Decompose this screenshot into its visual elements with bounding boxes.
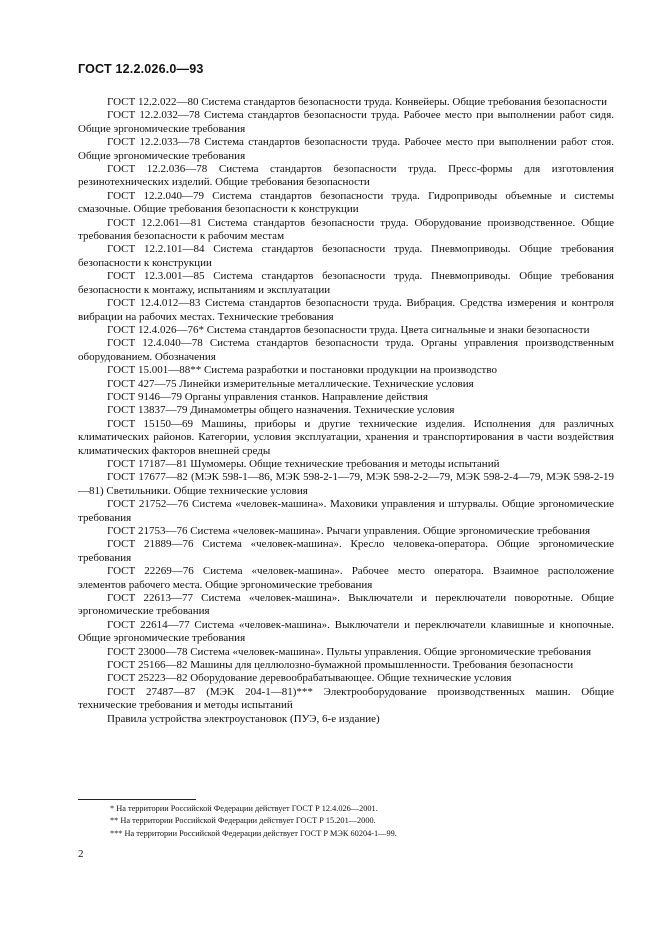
footnote: * На территории Российской Федерации действует ГОСТ Р 12.4.026—2001. (110, 804, 378, 813)
footnote: ** На территории Российской Федерации действует ГОСТ Р 15.201—2000. (110, 816, 376, 826)
reference-entry: ГОСТ 21889—76 Система «человек-машина». Кресло человека-оператора. Общие эргономические требования (78, 538, 614, 564)
reference-entry: ГОСТ 23000—78 Система «человек-машина». Пульты управления. Общие эргономические требования (107, 645, 591, 658)
reference-entry: ГОСТ 12.2.061—81 Система стандартов безопасности труда. Оборудование производственное. Общие требования безопасности к рабочим местам (78, 216, 614, 243)
reference-entry: ГОСТ 22614—77 Система «человек-машина». Выключатели и переключатели клавишные и кнопочные. Общие эргономические требования (78, 618, 614, 645)
page-number: 2 (78, 848, 84, 860)
reference-entry: ГОСТ 12.2.101—84 Система стандартов безопасности труда. Пневмоприводы. Общие требования безопасности к конструкции (78, 243, 614, 269)
reference-entry: ГОСТ 12.2.032—78 Система стандартов безопасности труда. Рабочее место при выполнении работ сидя. Общие эргономические требования (78, 109, 614, 135)
footnotes (78, 803, 614, 840)
reference-entry: ГОСТ 12.4.040—78 Система стандартов безопасности труда. Органы управления производственным оборудованием. Обозначения (78, 337, 614, 363)
reference-entry: ГОСТ 12.2.036—78 Система стандартов безопасности труда. Пресс-формы для изготовления резинотехнических изделий. Общие требования безопасности (78, 163, 614, 189)
reference-entry: ГОСТ 15.001—88** Система разработки и постановки продукции на производство (107, 364, 497, 377)
reference-entry: ГОСТ 9146—79 Органы управления станков. Направление действия (107, 390, 428, 403)
page-header: ГОСТ 12.2.026.0—93 (78, 62, 204, 76)
footnote: *** На территории Российской Федерации действует ГОСТ Р МЭК 60204-1—99. (110, 828, 397, 838)
reference-entry: ГОСТ 27487—87 (МЭК 204-1—81)*** Электрооборудование производственных машин. Общие технические требования и методы испытаний (78, 685, 614, 712)
footnote-separator (78, 799, 196, 800)
reference-entry: ГОСТ 22613—77 Система «человек-машина». Выключатели и переключатели поворотные. Общие эргономические требования (78, 592, 614, 618)
reference-entry: ГОСТ 21753—76 Система «человек-машина». Рычаги управления. Общие эргономические требования (107, 525, 591, 537)
reference-entry: ГОСТ 25223—82 Оборудование деревообрабатывающее. Общие технические условия (107, 672, 512, 685)
reference-entry: ГОСТ 12.4.026—76* Система стандартов безопасности труда. Цвета сигнальные и знаки безопасности (107, 323, 590, 336)
reference-entry: Правила устройства электроустановок (ПУЭ, 6-е издание) (107, 712, 380, 725)
reference-entry: ГОСТ 17677—82 (МЭК 598-1—86, МЭК 598-2-1—79, МЭК 598-2-2—79, МЭК 598-2-4—79, МЭК 598-2-19—81) Светильники. Общие технические условия (78, 471, 614, 497)
references-list (78, 96, 614, 726)
reference-entry: ГОСТ 21752—76 Система «человек-машина». Маховики управления и штурвалы. Общие эргономические требования (78, 498, 614, 524)
reference-entry: ГОСТ 12.4.012—83 Система стандартов безопасности труда. Вибрация. Средства измерения и контроля вибрации на рабочих местах. Технические требования (78, 297, 614, 323)
reference-entry: ГОСТ 12.2.033—78 Система стандартов безопасности труда. Рабочее место при выполнении работ стоя. Общие эргономические требования (78, 136, 614, 162)
reference-entry: ГОСТ 12.2.022—80 Система стандартов безопасности труда. Конвейеры. Общие требования безопасности (107, 96, 607, 108)
reference-entry: ГОСТ 427—75 Линейки измерительные металлические. Технические условия (107, 377, 474, 390)
reference-entry: ГОСТ 17187—81 Шумомеры. Общие технические требования и методы испытаний (107, 457, 500, 470)
reference-entry: ГОСТ 12.3.001—85 Система стандартов безопасности труда. Пневмоприводы. Общие требования безопасности к монтажу, испытаниям и эксплуатации (78, 270, 614, 296)
reference-entry: ГОСТ 13837—79 Динамометры общего назначения. Технические условия (107, 404, 455, 417)
reference-entry: ГОСТ 22269—76 Система «человек-машина». Рабочее место оператора. Взаимное расположение элементов рабочего места. Общие эргономические требования (78, 565, 614, 591)
reference-entry: ГОСТ 15150—69 Машины, приборы и другие технические изделия. Исполнения для различных климатических районов. Категории, условия эксплуатации, хранения и транспортирования в части воздействия климатических факторов внешней среды (78, 417, 614, 457)
reference-entry: ГОСТ 25166—82 Машины для целлюлозно-бумажной промышленности. Требования безопасности (107, 659, 574, 672)
reference-entry: ГОСТ 12.2.040—79 Система стандартов безопасности труда. Гидроприводы объемные и системы смазочные. Общие требования безопасности к конструкции (78, 189, 614, 216)
